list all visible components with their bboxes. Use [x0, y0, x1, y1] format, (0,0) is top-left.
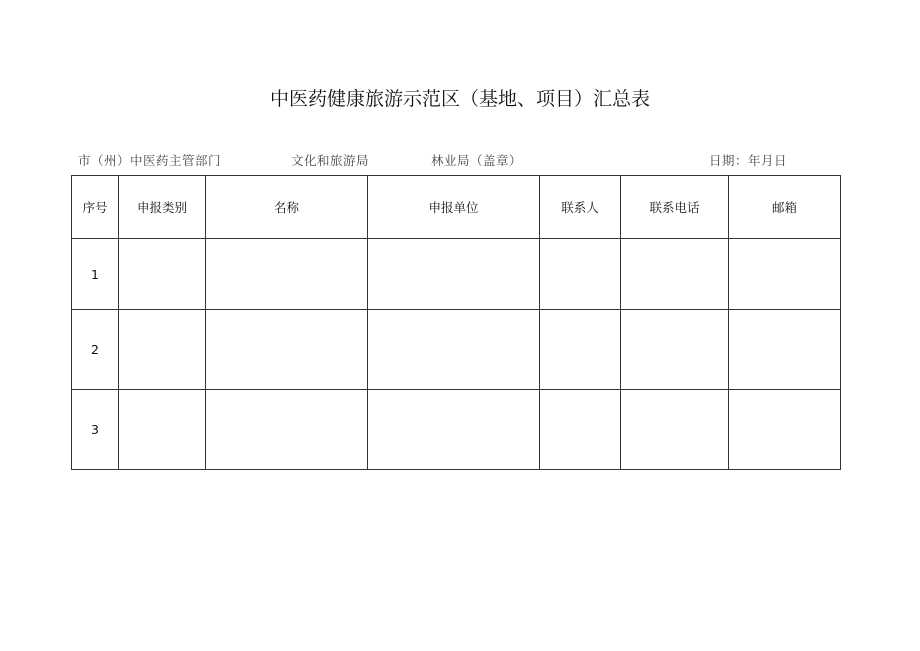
header-row: [72, 176, 841, 239]
page-title: 中医药健康旅游示范区（基地、项目）汇总表: [269, 88, 650, 110]
cell-index: 1: [72, 239, 119, 310]
header-category: 申报类别: [119, 176, 206, 239]
cell-phone[interactable]: [621, 239, 729, 310]
cell-email[interactable]: [729, 310, 841, 390]
header-index: 序号: [72, 176, 119, 239]
header-unit: 申报单位: [368, 176, 540, 239]
header-phone: 联系电话: [621, 176, 729, 239]
dept-label-tcm: 市（州）中医药主管部门: [78, 153, 222, 168]
date-label: 日期：年月日: [709, 153, 788, 168]
header-name: 名称: [206, 176, 368, 239]
cell-index: 2: [72, 310, 119, 390]
cell-category[interactable]: [119, 390, 206, 470]
cell-category[interactable]: [119, 239, 206, 310]
cell-name[interactable]: [206, 239, 368, 310]
cell-phone[interactable]: [621, 390, 729, 470]
cell-unit[interactable]: [368, 239, 540, 310]
dept-label-culture-tourism: 文化和旅游局: [291, 153, 370, 168]
cell-email[interactable]: [729, 239, 841, 310]
cell-unit[interactable]: [368, 310, 540, 390]
cell-index: 3: [72, 390, 119, 470]
cell-contact[interactable]: [540, 239, 621, 310]
cell-name[interactable]: [206, 390, 368, 470]
summary-table: [71, 175, 841, 470]
header-contact: 联系人: [540, 176, 621, 239]
header-email: 邮箱: [729, 176, 841, 239]
table-row: [72, 310, 841, 390]
cell-unit[interactable]: [368, 390, 540, 470]
cell-contact[interactable]: [540, 390, 621, 470]
cell-email[interactable]: [729, 390, 841, 470]
cell-category[interactable]: [119, 310, 206, 390]
table-row: [72, 239, 841, 310]
cell-contact[interactable]: [540, 310, 621, 390]
cell-phone[interactable]: [621, 310, 729, 390]
dept-label-forestry-seal: 林业局（盖章）: [431, 153, 523, 168]
cell-name[interactable]: [206, 310, 368, 390]
table-row: [72, 390, 841, 470]
